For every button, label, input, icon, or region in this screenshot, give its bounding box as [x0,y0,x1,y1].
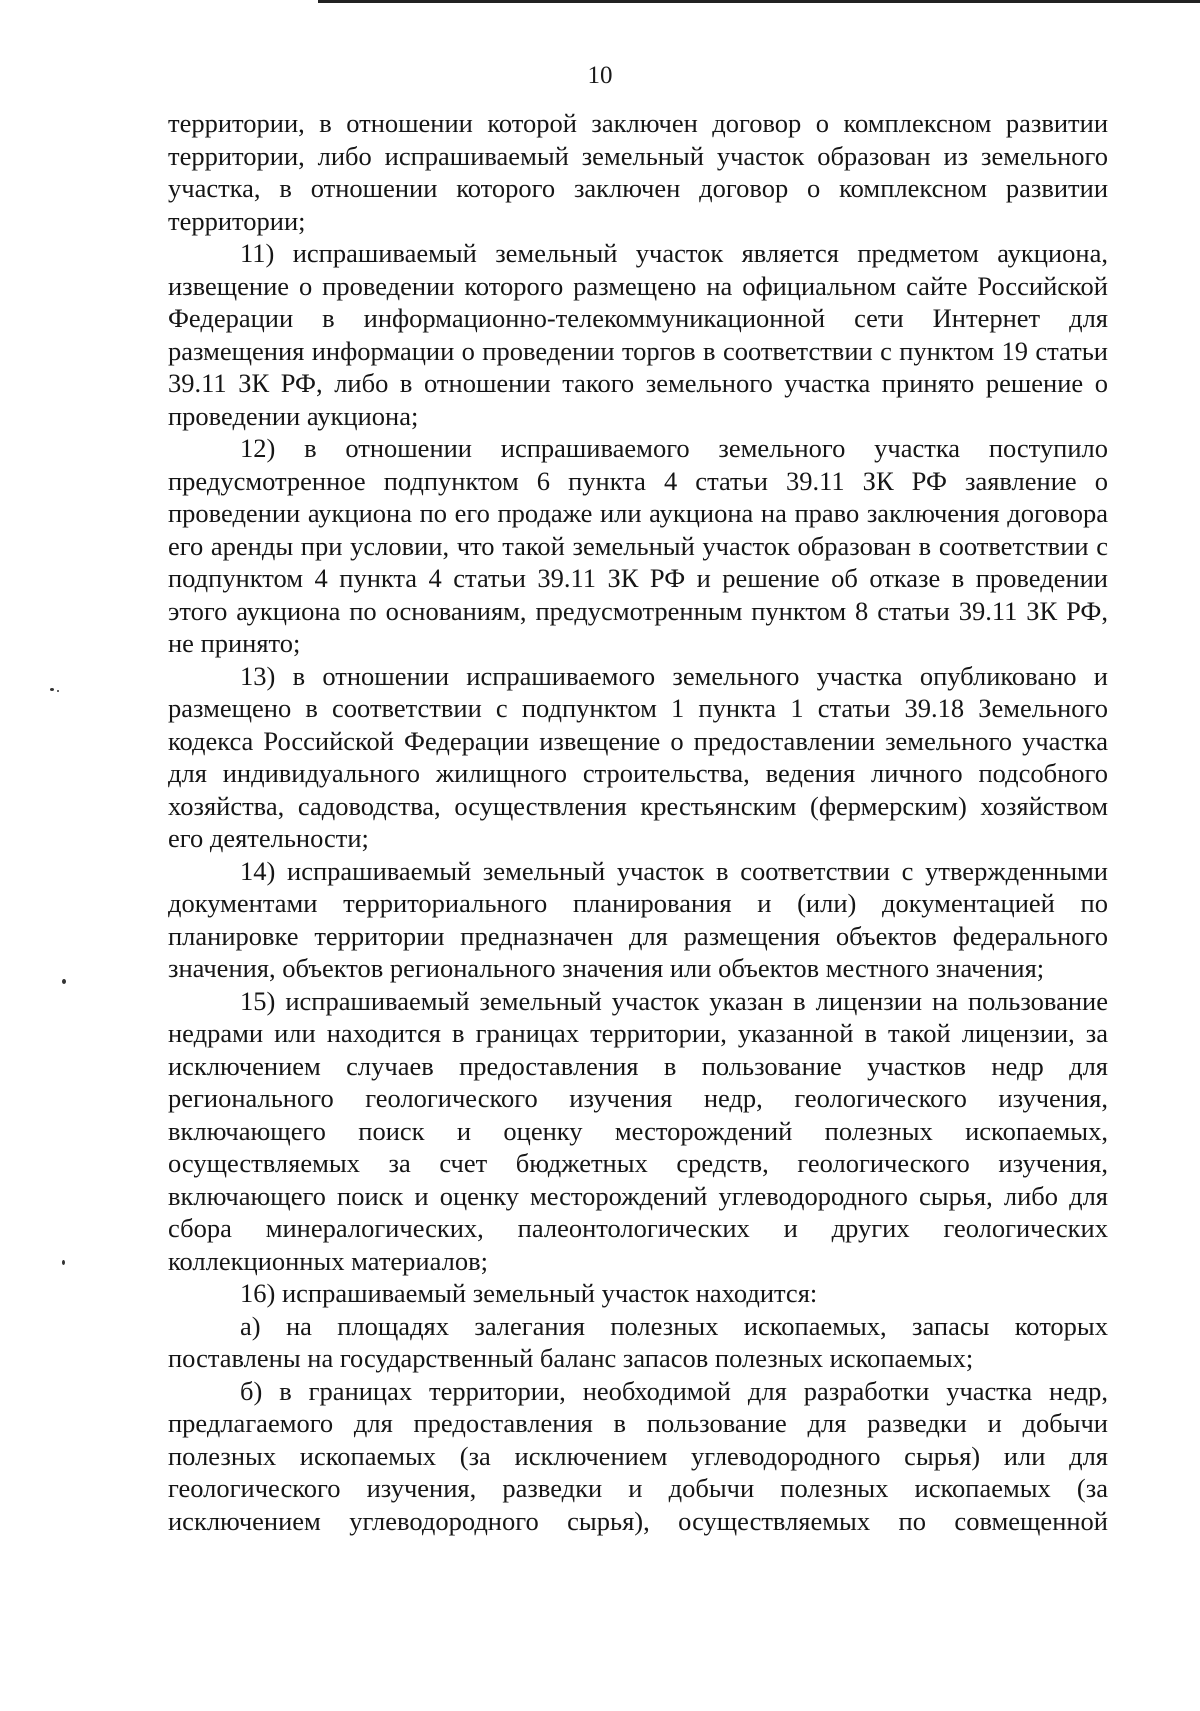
paragraph-item-14: 14) испрашиваемый земельный участок в соответствии с утвержденными документами территориального планирования и (или) документацией по планировке территории предназначен для размещения объектов федерального значения, объектов регионального значения или объектов местного значения; [168,855,1108,983]
scan-speck-mark [50,688,54,691]
paragraph-item-12: 12) в отношении испрашиваемого земельного участка поступило предусмотренное подпунктом 6 пункта 4 статьи 39.11 ЗК РФ заявление о проведении аукциона по его продаже или аукциона на право заключения договора его аренды при условии, что такой земельный участок образован в соответствии с подпунктом 4 пункта 4 статьи 39.11 ЗК РФ и решение об отказе в проведении этого аукциона по основаниям, предусмотренным пунктом 8 статьи 39.11 ЗК РФ, не принято; [168,433,1108,658]
top-border-line [318,0,1200,3]
scan-speck-mark [57,690,59,692]
paragraph-continuation: территории, в отношении которой заключен договор о комплексном развитии территории, либо испрашиваемый земельный участок образован из земельного участка, в отношении которого заключен договор о комплексном развитии территории; [168,108,1108,236]
paragraph-item-16: 16) испрашиваемый земельный участок находится: [240,1278,818,1308]
scan-speck-mark [62,979,66,984]
paragraph-item-11: 11) испрашиваемый земельный участок является предметом аукциона, извещение о проведении которого размещено на официальном сайте Российской Федерации в информационно-телекоммуникационной сети Интернет для размещения информации о проведении торгов в соответствии с пунктом 19 статьи 39.11 ЗК РФ, либо в отношении такого земельного участка принято решение о проведении аукциона; [168,238,1108,431]
paragraph-item-15: 15) испрашиваемый земельный участок указан в лицензии на пользование недрами или находится в границах территории, указанной в такой лицензии, за исключением случаев предоставления в пользование участков недр для регионального геологического изучения недр, геологического изучения, включающего поиск и оценку месторождений полезных ископаемых, осуществляемых за счет бюджетных средств, геологического изучения, включающего поиск и оценку месторождений углеводородного сырья, либо для сбора минералогических, палеонтологических и других геологических коллекционных материалов; [168,985,1108,1276]
paragraph-item-16a: а) на площадях залегания полезных ископаемых, запасы которых поставлены на государственный баланс запасов полезных ископаемых; [168,1310,1108,1373]
paragraph-item-13: 13) в отношении испрашиваемого земельного участка опубликовано и размещено в соответствии с подпунктом 1 пункта 1 статьи 39.18 Земельного кодекса Российской Федерации извещение о предоставлении земельного участка для индивидуального жилищного строительства, ведения личного подсобного хозяйства, садоводства, осуществления крестьянским (фермерским) хозяйством его деятельности; [168,660,1108,853]
scan-speck-mark [62,1260,65,1265]
paragraph-item-16b: б) в границах территории, необходимой для разработки участка недр, предлагаемого для предоставления в пользование для разведки и добычи полезных ископаемых (за исключением углеводородного сырья) или для геологического изучения, разведки и добычи полезных ископаемых (за исключением углеводородного сырья), осуществляемых по совмещенной [168,1375,1108,1536]
page-number: 10 [587,62,613,89]
document-body [168,107,1108,1537]
